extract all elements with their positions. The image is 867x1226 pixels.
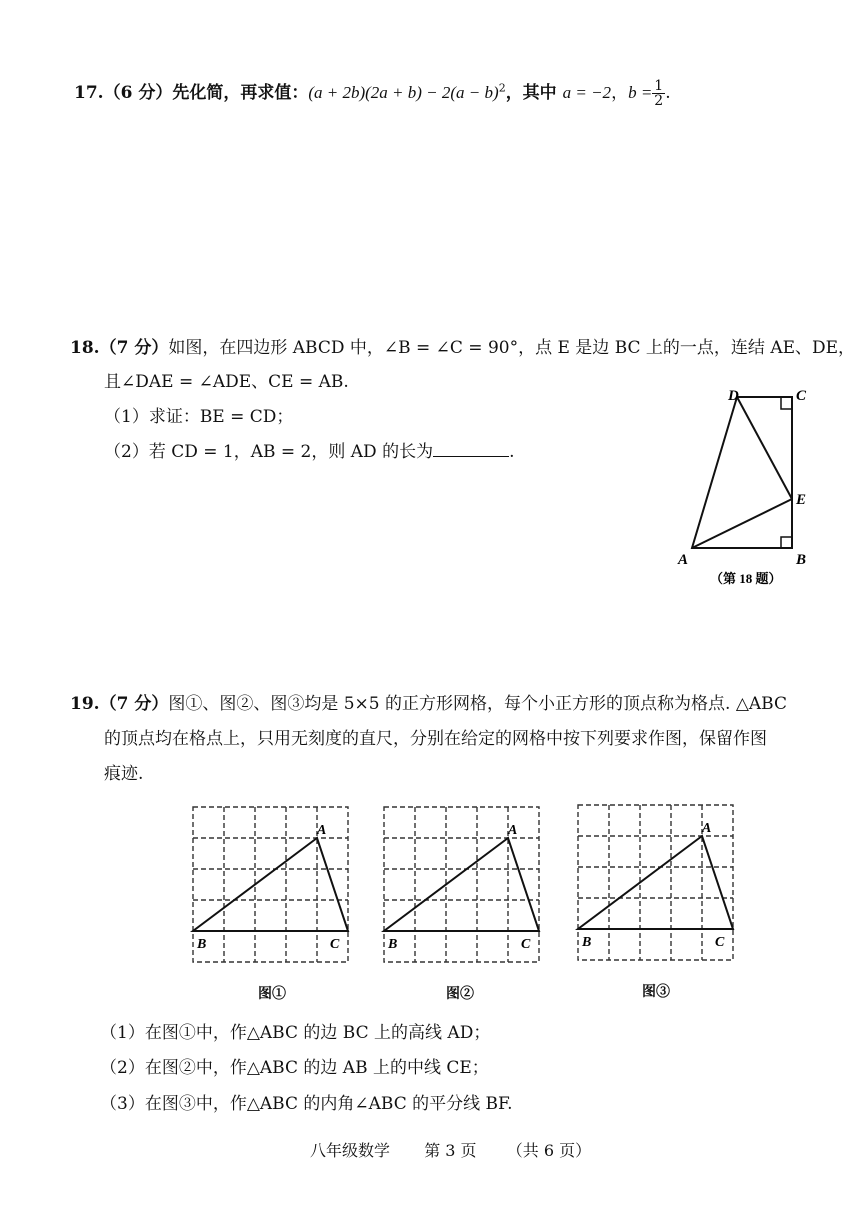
footer-grade: 八年级数学: [310, 1141, 391, 1160]
label-d: D: [728, 388, 739, 404]
q19-score: （7 分）: [99, 694, 169, 714]
grid-caption-3: 图③: [642, 984, 670, 1000]
grid-figure-1: [188, 802, 358, 972]
question-19-line1: [70, 689, 787, 714]
q17-score: （6 分）: [103, 83, 173, 103]
segment-de: [737, 397, 792, 499]
q17-fraction: [652, 79, 665, 108]
triangle-abc: [193, 838, 348, 931]
label-a: A: [317, 823, 327, 838]
q17-condition-b: b =: [628, 83, 653, 102]
right-angle-mark-c: [781, 397, 792, 409]
q18-text-line2: 且∠DAE = ∠ADE、CE = AB.: [104, 372, 349, 392]
label-b: B: [582, 935, 592, 950]
footer-page-number: 第 3 页: [424, 1141, 477, 1160]
q17-fraction-numerator: 1: [654, 78, 664, 94]
q19-part1: （1）在图①中，作△ABC 的边 BC 上的高线 AD；: [100, 1023, 491, 1043]
grid-caption-2: 图②: [446, 986, 474, 1002]
right-angle-mark-b: [781, 537, 792, 548]
q17-fraction-denominator: 2: [654, 93, 664, 109]
q18-part1: （1）求证：BE = CD；: [104, 407, 294, 427]
q18-number: 18.: [70, 338, 100, 358]
q18-text-line1: 如图，在四边形 ABCD 中，∠B = ∠C = 90°，点 E 是边 BC 上的一点，连结 AE、DE，: [168, 338, 856, 358]
q17-where: ，其中: [505, 83, 563, 103]
q17-instruction: 先化简，再求值：: [172, 83, 309, 103]
label-a: A: [702, 821, 712, 836]
segment-ae: [692, 499, 792, 548]
label-a: A: [678, 552, 689, 568]
grid-figure-3: [573, 800, 743, 970]
q18-part2-text: （2）若 CD = 1，AB = 2，则 AD 的长为: [104, 442, 434, 462]
q17-separator: ，: [611, 83, 629, 103]
q18-figure: [670, 380, 830, 590]
label-b: B: [197, 937, 207, 952]
q17-condition-a: a = −2: [562, 83, 612, 102]
footer-total-pages: （共 6 页）: [506, 1141, 592, 1160]
question-18-line1: [70, 333, 855, 358]
label-b: B: [796, 552, 807, 568]
q17-number: 17.: [74, 83, 104, 103]
q19-part2: （2）在图②中，作△ABC 的边 AB 上的中线 CE；: [100, 1058, 489, 1078]
grid-caption-1: 图①: [258, 986, 286, 1002]
q17-expression: (a + 2b)(2a + b) − 2(a − b): [308, 83, 499, 102]
q18-part2-end: .: [509, 442, 515, 462]
page-footer: [310, 1138, 591, 1161]
q18-score: （7 分）: [99, 338, 169, 358]
q17-exponent: 2: [498, 81, 506, 95]
triangle-abc: [578, 836, 733, 929]
q19-text-line2: 的顶点均在格点上，只用无刻度的直尺，分别在给定的网格中按下列要求作图，保留作图: [104, 729, 767, 749]
grid-figure-2: [379, 802, 549, 972]
q18-part2: [104, 437, 514, 462]
label-c: C: [330, 937, 340, 952]
label-a: A: [508, 823, 518, 838]
q19-text-line1: 图①、图②、图③均是 5×5 的正方形网格，每个小正方形的顶点称为格点. △ABC: [168, 694, 787, 714]
label-c: C: [796, 388, 807, 404]
triangle-abc: [384, 838, 539, 931]
q19-text-line3: 痕迹.: [104, 764, 144, 784]
label-b: B: [388, 937, 398, 952]
label-e: E: [796, 492, 807, 508]
q17-end: .: [665, 83, 671, 103]
question-17: [74, 78, 671, 108]
label-c: C: [715, 935, 725, 950]
q19-number: 19.: [70, 694, 100, 714]
answer-blank: [433, 442, 509, 457]
figure-caption: （第 18 题）: [710, 571, 782, 586]
q19-part3: （3）在图③中，作△ABC 的内角∠ABC 的平分线 BF.: [100, 1094, 513, 1114]
label-c: C: [521, 937, 531, 952]
